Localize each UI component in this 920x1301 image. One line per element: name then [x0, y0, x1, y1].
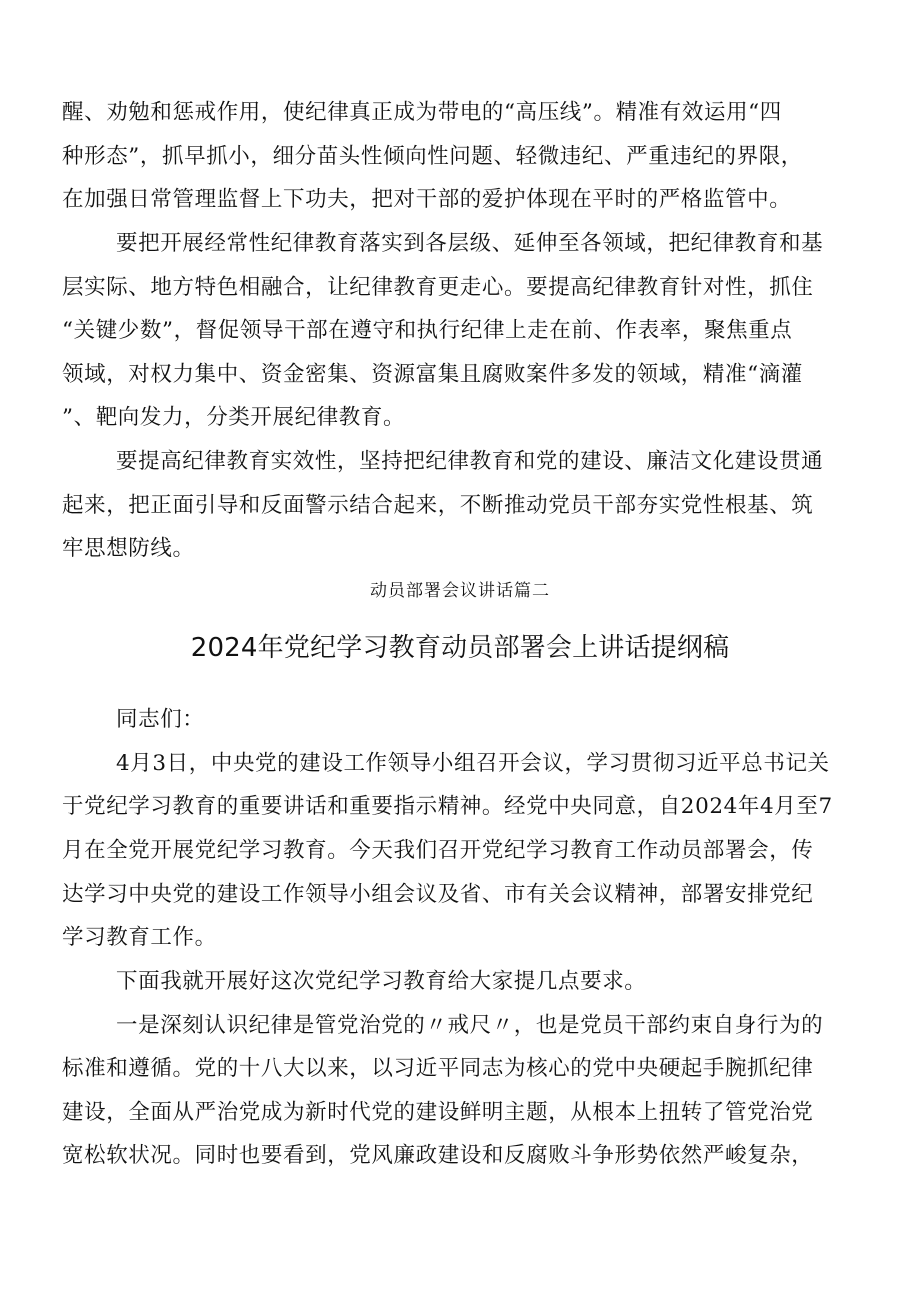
- paragraph-line: 达学习中央党的建设工作领导小组会议及省、市有关会议精神，部署安排党纪: [62, 882, 814, 907]
- paragraph-line: 种形态”，抓早抓小，细分苗头性倾向性问题、轻微违纪、严重违纪的界限，: [62, 144, 803, 169]
- paragraph-line: 牢思想防线。: [62, 536, 195, 561]
- section-subtitle: 动员部署会议讲话篇二: [370, 581, 550, 601]
- paragraph-line: 层实际、地方特色相融合，让纪律教育更走心。要提高纪律教育针对性，抓住: [62, 275, 814, 300]
- document-title: 2024年党纪学习教育动员部署会上讲话提纲稿: [190, 633, 730, 663]
- paragraph-line: 月在全党开展党纪学习教育。今天我们召开党纪学习教育工作动员部署会，传: [62, 838, 814, 863]
- salutation: 同志们：: [116, 707, 205, 732]
- paragraph-line: 要把开展经常性纪律教育落实到各层级、延伸至各领域，把纪律教育和基: [116, 231, 824, 256]
- paragraph-line: 下面我就开展好这次党纪学习教育给大家提几点要求。: [116, 969, 647, 994]
- paragraph-line: 一是深刻认识纪律是管党治党的〃戒尺〃，也是党员干部约束自身行为的: [116, 1013, 824, 1038]
- paragraph-line: 标准和遵循。党的十八大以来，以习近平同志为核心的党中央硬起手腕抓纪律: [62, 1056, 814, 1081]
- paragraph-line: 起来，把正面引导和反面警示结合起来，不断推动党员干部夯实党性根基、筑: [62, 493, 814, 518]
- paragraph-line: 宽松软状况。同时也要看到，党风廉政建设和反腐败斗争形势依然严峻复杂，: [62, 1143, 814, 1168]
- paragraph-line: 学习教育工作。: [62, 925, 217, 950]
- paragraph-line: 4月3日，中央党的建设工作领导小组召开会议，学习贯彻习近平总书记关: [116, 751, 830, 776]
- paragraph-line: 领域，对权力集中、资金密集、资源富集且腐败案件多发的领域，精准“滴灌: [62, 362, 803, 387]
- paragraph-line: “关键少数”，督促领导干部在遵守和执行纪律上走在前、作表率，聚焦重点: [62, 318, 793, 343]
- paragraph-line: 要提高纪律教育实效性，坚持把纪律教育和党的建设、廉洁文化建设贯通: [116, 449, 824, 474]
- paragraph-line: 建设，全面从严治党成为新时代党的建设鲜明主题，从根本上扭转了管党治党: [62, 1100, 814, 1125]
- paragraph-line: ”、靶向发力，分类开展纪律教育。: [62, 405, 406, 430]
- paragraph-line: 于党纪学习教育的重要讲话和重要指示精神。经党中央同意，自2024年4月至7: [62, 794, 833, 819]
- paragraph-line: 在加强日常管理监督上下功夫，把对干部的爱护体现在平时的严格监管中。: [62, 187, 792, 212]
- paragraph-line: 醒、劝勉和惩戒作用，使纪律真正成为带电的“高压线”。精准有效运用“四: [62, 100, 782, 125]
